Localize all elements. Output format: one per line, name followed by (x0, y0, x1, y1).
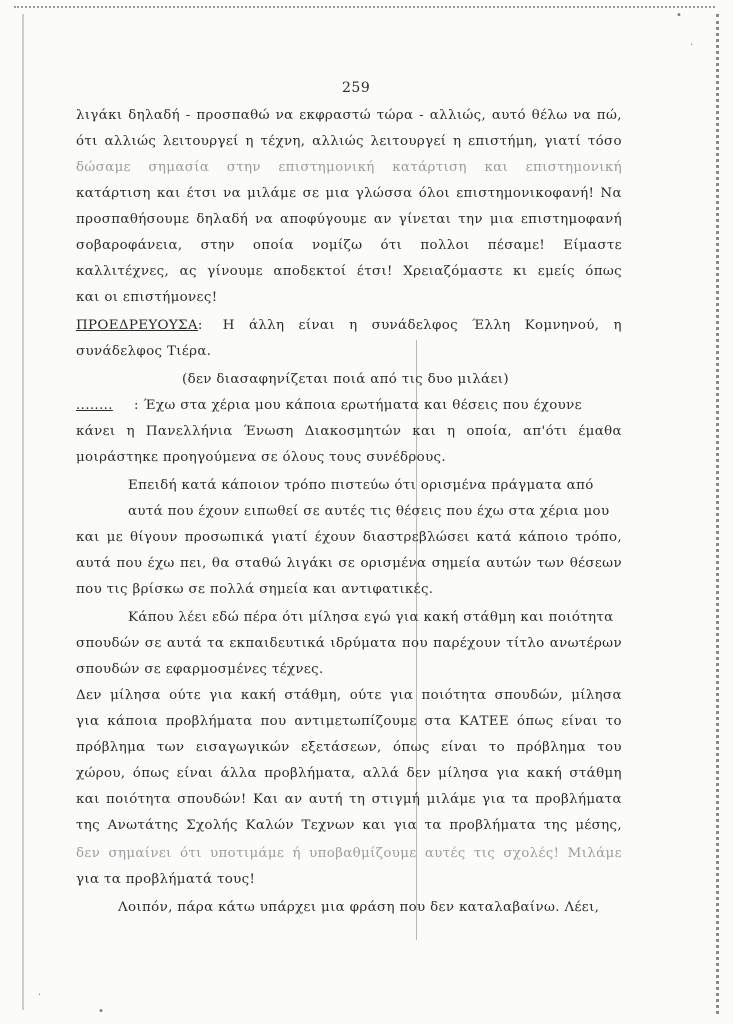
word: λειτουργεί (162, 134, 239, 149)
word: των (156, 740, 185, 755)
word: μίλησα (438, 766, 489, 781)
text-line: Λοιπόν, πάρα κάτω υπάρχει μια φράση που δεν καταλαβαίνω. Λέει, (118, 900, 600, 915)
word: Ένωση (243, 424, 294, 439)
word: ότι (380, 238, 403, 253)
text-line: μοιράστηκε προηγούμενα σε όλους τους συνέδρους. (76, 450, 447, 465)
text-line (76, 530, 622, 545)
word: την (458, 212, 483, 227)
word: - (419, 108, 425, 123)
word: με (106, 530, 124, 545)
word: στην (200, 238, 235, 253)
text-line (76, 212, 622, 227)
scan-right-edge (716, 14, 719, 1014)
word: κατά (476, 530, 512, 545)
word: Μιλάμε (567, 846, 622, 861)
text-line (76, 108, 622, 123)
word: και (156, 186, 181, 201)
word: μια (489, 212, 514, 227)
word: ποιότητα (421, 688, 487, 703)
word: κακή (240, 688, 277, 703)
word: για (209, 688, 233, 703)
word: που (401, 636, 428, 651)
word: για (393, 818, 418, 833)
scan-speck: • (676, 10, 682, 21)
word: Κομνηνού, (524, 318, 600, 333)
word: γλώσσα (355, 186, 413, 201)
word: τέχνη, (260, 134, 306, 149)
word: άλλη (248, 318, 285, 333)
word: μίλησα (571, 688, 622, 703)
word: προβλήματα (165, 714, 253, 729)
word: όπως (516, 714, 554, 729)
stage-direction: (δεν διασαφηνίζεται ποιά από τις δυο μιλάει) (182, 372, 509, 387)
word: αλλιώς (312, 134, 364, 149)
word: για (482, 792, 506, 807)
word: για (389, 688, 414, 703)
word: αποφύγουμε (280, 212, 367, 227)
word: αυτό (491, 108, 526, 123)
word: η (126, 424, 135, 439)
word: έτσι! (356, 264, 393, 279)
word: οποία (252, 238, 294, 253)
word: Σχολής (186, 818, 238, 833)
word: που (116, 556, 143, 571)
word: δεν (406, 766, 431, 781)
word: το (488, 740, 505, 755)
word: αυτή (308, 792, 343, 807)
word: είναι (441, 740, 478, 755)
unnamed-speaker: ........ (76, 398, 113, 413)
word: τα (424, 818, 442, 833)
word: κατάρτιση (392, 160, 467, 175)
word: Η (222, 318, 235, 333)
word: κάνει (76, 424, 116, 439)
word: δώσαμε (76, 160, 131, 175)
text-line (76, 134, 622, 149)
text-line (76, 424, 622, 439)
word: αντιμετωπίζουμε (294, 714, 417, 729)
speaker-label: ΠΡΟΕΔΡΕΥΟΥΣΑ (76, 318, 198, 333)
word: όπως (585, 264, 622, 279)
word: ούτε (169, 688, 202, 703)
word: το (605, 714, 622, 729)
word: έχουν (314, 530, 356, 545)
word: κακή (526, 766, 563, 781)
word: εισαγωγικών (195, 740, 290, 755)
word: και (76, 792, 100, 807)
word: ή (292, 846, 301, 861)
word: επιστημοφανή (520, 212, 622, 227)
word: να (573, 108, 592, 123)
word: σημεία (431, 556, 481, 571)
word: νομίζω (311, 238, 363, 253)
scan-speck: · (690, 40, 694, 51)
word: η (245, 134, 254, 149)
word: αλλά (362, 766, 400, 781)
speaker-text: : Έχω στα χέρια μου κάποια ερωτήματα και θέσεις που έχουνε (134, 398, 582, 413)
word: εμείς (537, 264, 575, 279)
word: Τεχνων (301, 818, 355, 833)
word: ας (179, 264, 197, 279)
text-line: για τα προβλήματά τους! (76, 872, 256, 887)
word: για (76, 714, 100, 729)
word: κατάρτιση (76, 186, 151, 201)
word: της (543, 818, 568, 833)
word: λιγάκι (286, 556, 334, 571)
text-line: Κάπου λέει εδώ πέρα ότι μίλησα εγώ για κακή στάθμη και ποιότητα (128, 610, 614, 625)
word: για (496, 766, 520, 781)
word: τις (473, 846, 496, 861)
text-line (76, 818, 622, 833)
text-line (76, 688, 622, 703)
word: διαστρεβλώσει (362, 530, 470, 545)
word: θέσεων (569, 556, 622, 571)
word: πώ, (596, 108, 622, 123)
text-line: συνάδελφος Τιέρα. (76, 344, 212, 359)
word: σοβαροφάνεια, (76, 238, 183, 253)
word: και (76, 530, 100, 545)
word: παρέχουν (433, 636, 502, 651)
speaker-line (76, 398, 622, 413)
word: στην (226, 160, 261, 175)
word: λειτουργεί (370, 134, 447, 149)
word: και (484, 160, 509, 175)
word: στα (424, 714, 452, 729)
word: μιλάμε (426, 792, 476, 807)
word: σπουδών! (177, 792, 247, 807)
word: τίτλο (506, 636, 545, 651)
word: Να (600, 186, 622, 201)
word: πολλοι (420, 238, 470, 253)
word: προβλήματα (449, 818, 537, 833)
text-line (76, 636, 622, 651)
text-line (76, 556, 622, 571)
word: τρόπο, (575, 530, 622, 545)
word: δηλαδή (196, 212, 249, 227)
word: γιατί (544, 134, 582, 149)
word: επιστημονική (278, 160, 375, 175)
word: πέσαμε! (487, 238, 546, 253)
word: όπως (132, 766, 170, 781)
word: τη (349, 792, 366, 807)
word: συνάδελφος (371, 318, 458, 333)
word: ιδρύματα (330, 636, 397, 651)
word: κάποιο (518, 530, 569, 545)
word: σημαίνει (108, 846, 172, 861)
word: καλλιτέχνες, (76, 264, 170, 279)
word: άλλα (220, 766, 257, 781)
word: Χρειαζόμαστε (403, 264, 503, 279)
word: Έλλη (472, 318, 511, 333)
word: πρόβλημα (516, 740, 586, 755)
page-number: 259 (342, 80, 371, 96)
word: αυτά (76, 556, 112, 571)
word: η (349, 318, 358, 333)
word: μίλησα (110, 688, 161, 703)
speaker-text (223, 318, 622, 333)
word: χώρου, (76, 766, 126, 781)
text-line (76, 160, 622, 175)
word: στιγμή (371, 792, 421, 807)
text-line (76, 186, 622, 201)
text-line (76, 264, 622, 279)
word: μιλάμε (247, 186, 297, 201)
word: δηλαδή (128, 108, 181, 123)
text-line (76, 740, 622, 755)
word: λιγάκι (76, 108, 123, 123)
text-line: Επειδή κατά κάποιον τρόπο πιστεύω ότι ορισμένα πράγματα από (128, 478, 594, 493)
word: οποία, (466, 424, 512, 439)
word: ποιότητα (106, 792, 171, 807)
word: θίγουν (129, 530, 178, 545)
word: η (447, 424, 456, 439)
word: αποδεκτοί (273, 264, 347, 279)
word: θα (211, 556, 230, 571)
word: είναι (176, 766, 214, 781)
word: προσπαθήσουμε (76, 212, 190, 227)
word: του (597, 740, 622, 755)
word: αυτές (424, 846, 466, 861)
word: ότι (76, 134, 98, 149)
word: τόσο (587, 134, 622, 149)
word: Δεν (76, 688, 102, 703)
word: αν (373, 212, 392, 227)
word: σημασία (148, 160, 210, 175)
text-line (76, 238, 622, 253)
word: απ'ότι (523, 424, 568, 439)
word: μια (325, 186, 350, 201)
word: αλλιώς (104, 134, 157, 149)
word: εκπαιδευτικά (229, 636, 326, 651)
word: έμαθα (578, 424, 622, 439)
word: ΚΑΤΕΕ (459, 714, 509, 729)
word: Είμαστε (563, 238, 622, 253)
word: κι (513, 264, 528, 279)
word: η (453, 134, 462, 149)
word: σπουδών, (494, 688, 563, 703)
word: είναι (561, 714, 598, 729)
text-line: που τις βρίσκω σε πολλά σημεία και αντιφατικές. (76, 582, 434, 597)
word: αυτά (166, 636, 202, 651)
word: να (223, 186, 241, 201)
word: προβλήματα, (264, 766, 356, 781)
word: εξετάσεων, (301, 740, 382, 755)
word: - (185, 108, 191, 123)
word: σχολές! (503, 846, 560, 861)
word: της (76, 818, 100, 833)
word: να (255, 212, 274, 227)
word: προσπαθώ (196, 108, 270, 123)
word: έχω (147, 556, 175, 571)
word: τα (511, 792, 529, 807)
word: σε (144, 636, 162, 651)
word: στάθμη, (284, 688, 342, 703)
word: των (536, 556, 565, 571)
word: και (412, 424, 437, 439)
word: επιστημονική (525, 160, 622, 175)
word: επιστήμη, (468, 134, 538, 149)
word: Πανελλήνια (145, 424, 233, 439)
word: γίνουμε (207, 264, 263, 279)
word: πει, (179, 556, 207, 571)
word: κάποια (107, 714, 158, 729)
word: θέλω (531, 108, 568, 123)
word: γίνεται (398, 212, 452, 227)
word: σε (338, 556, 356, 571)
text-line: και οι επιστήμονες! (76, 290, 218, 305)
word: αυτών (486, 556, 532, 571)
word: δεν (76, 846, 101, 861)
word: τώρα (376, 108, 414, 123)
word: αν (284, 792, 303, 807)
word: όπως (393, 740, 430, 755)
text-line (76, 714, 622, 729)
word: πρόβλημα (76, 740, 146, 755)
text-line: σπουδών σε εφαρμοσμένες τέχνες. (76, 662, 324, 677)
word: στάθμη (569, 766, 622, 781)
word: όλοι (418, 186, 451, 201)
speaker-line (76, 318, 622, 333)
text-line (76, 792, 622, 807)
text-line: αυτά που έχουν ειπωθεί σε αυτές τις θέσεις που έχω στα χέρια μου (128, 504, 610, 519)
word: και (362, 818, 387, 833)
word: Διακοσμητών (304, 424, 402, 439)
word: σε (302, 186, 320, 201)
word: Και (252, 792, 279, 807)
scan-speck: · (38, 990, 42, 1001)
speaker-colon: : (197, 318, 203, 333)
word: Καλών (245, 818, 294, 833)
word: προσωπικά (184, 530, 265, 545)
word: ορισμένα (360, 556, 427, 571)
word: να (275, 108, 294, 123)
word: τα (207, 636, 225, 651)
word: υποτιμάμε (210, 846, 285, 861)
word: σπουδών (76, 636, 140, 651)
scan-speck: • (98, 1006, 104, 1017)
word: ανωτέρων (549, 636, 622, 651)
text-line (76, 766, 622, 781)
word: αλλιώς, (429, 108, 487, 123)
scan-top-edge (14, 6, 715, 8)
word: ότι (180, 846, 202, 861)
word: ούτε (349, 688, 382, 703)
word: που (260, 714, 287, 729)
word: η (613, 318, 622, 333)
word: Ανωτάτης (107, 818, 179, 833)
word: σταθώ (235, 556, 282, 571)
text-line (76, 846, 622, 861)
word: γιατί (271, 530, 308, 545)
word: επιστημονικοφανή! (456, 186, 595, 201)
word: μέσης, (575, 818, 622, 833)
scan-left-edge (22, 14, 24, 1010)
word: εκφραστώ (299, 108, 372, 123)
word: έτσι (186, 186, 217, 201)
word: προβλήματα (535, 792, 622, 807)
word: είναι (298, 318, 335, 333)
word: υποβαθμίζουμε (309, 846, 417, 861)
